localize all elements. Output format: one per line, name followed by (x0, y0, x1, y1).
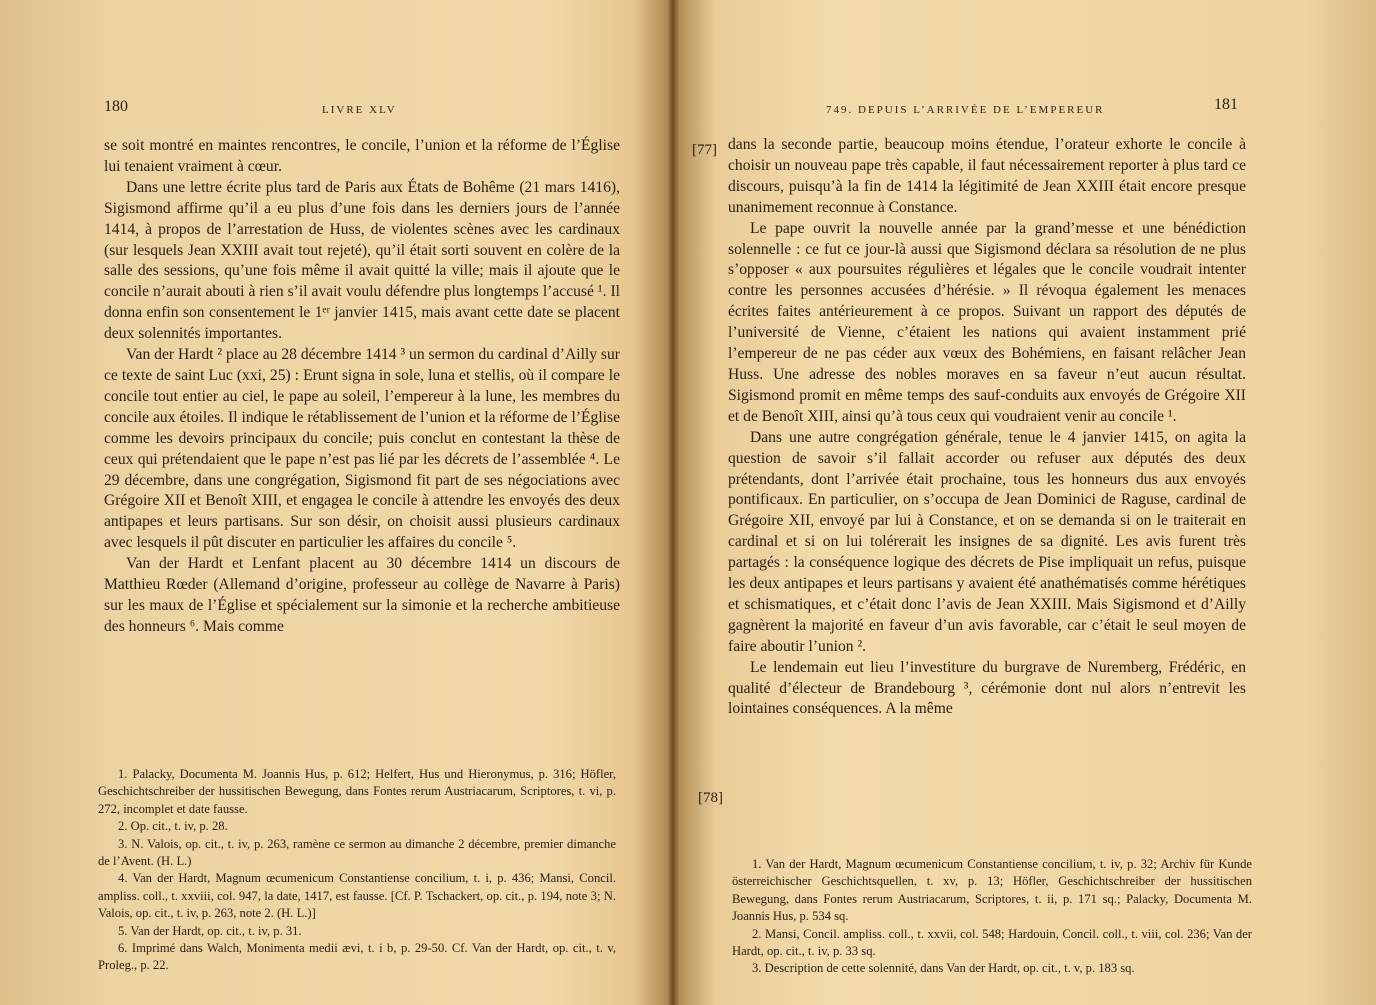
margin-reference: [77] (692, 142, 717, 158)
footnote: 3. N. Valois, op. cit., t. iv, p. 263, ramène ce sermon au dimanche 2 décembre, premier dimanche de l’Avent. (H. L.) (98, 836, 616, 869)
paragraph: se soit montré en maintes rencontres, le concile, l’union et la réforme de l’Église lui tenaient vraiment à cœur. (104, 137, 620, 175)
footnote: 1. Palacky, Documenta M. Joannis Hus, p. 612; Helfert, Hus und Hieronymus, p. 316; Höfler, Geschichtschreiber der hussitischen Bewegung, dans Fontes rerum Austriacarum, Scriptores, t. vi, p. 272, incomplet et date fausse. (98, 767, 616, 816)
footnote: 2. Op. cit., t. iv, p. 28. (118, 819, 228, 834)
footnote: 1. Van der Hardt, Magnum œcumenicum Constantiense concilium, t. iv, p. 32; Archiv für Kunde österreichischer Geschichtsquellen, t. xv, p. 13; Höfler, Geschichtschreiber der hussitischen Bewegung, dans Fontes rerum Austriacarum, Scriptores, t. ii, p. 171 sq.; Palacky, Documenta M. Joannis Hus, p. 534 sq. (732, 857, 1252, 924)
paragraph: Dans une lettre écrite plus tard de Paris aux États de Bohême (21 mars 1416), Sigismond affirme qu’il a eu plus d’une fois dans les derniers jours de l’année 1414, à propos de l’arrestation de Huss, de violentes scènes avec les cardinaux (sur lesquels Jean XXIII avait tout rejeté), qu’il était sorti souvent en colère de la salle des sessions, qu’une fois même il avait quitté la ville; mais il ajoute que le concile n’aurait abouti à rien s’il avait voulu défendre plus longtemps l’accusé ¹. Il donna enfin son consentement le 1ᵉʳ janvier 1415, mais avant cette date se placent deux solennités importantes. (104, 178, 620, 343)
footnotes (98, 766, 616, 975)
margin-reference: [78] (698, 790, 723, 806)
paragraph: Van der Hardt et Lenfant placent au 30 décembre 1414 un discours de Matthieu Rœder (Allemand d’origine, professeur au collège de Navarre à Paris) sur les maux de l’Église et spécialement sur la simonie et la recherche ambitieuse des honneurs ⁶. Mais comme (104, 555, 620, 635)
left-page (0, 0, 664, 1005)
page-number: 181 (1214, 96, 1238, 113)
running-head: 749. DEPUIS L’ARRIVÉE DE L’EMPEREUR (826, 104, 1105, 116)
footnote: 5. Van der Hardt, op. cit., t. iv, p. 31. (118, 923, 302, 938)
footnotes (732, 856, 1252, 978)
running-head: LIVRE XLV (322, 104, 397, 116)
paragraph: Le pape ouvrit la nouvelle année par la grand’messe et une bénédiction solennelle : ce fut ce jour-là aussi que Sigismond déclara sa résolution de ne plus s’opposer « aux poursuites régulières et légales que le concile voudrait intenter contre les personnes accusées d’hérésie. » Il révoqua également les menaces écrites faites antérieurement à ce propos. Suivant un rapport des députés de l’université de Vienne, c’étaient les nations qui avaient instamment prié l’empereur de ne pas céder aux vœux des Bohémiens, en faisant relâcher Jean Huss. Une adresse des nobles moraves en sa faveur n’eut aucun résultat. Sigismond promit en même temps des sauf-conduits aux envoyés de Grégoire XII et de Benoît XIII, ainsi qu’à tous ceux qui voudraient venir au concile ¹. (728, 219, 1246, 425)
paragraph: Dans une autre congrégation générale, tenue le 4 janvier 1415, on agita la question de savoir s’il fallait accorder ou refuser aux députés des deux prétendants, dont l’arrivée était prochaine, tous les honneurs dus aux envoyés pontificaux. En particulier, on s’occupa de Jean Dominici de Raguse, cardinal de Grégoire XII, envoyé par lui à Constance, et on se demanda si on le traiterait en cardinal et si on lui tolérerait les insignes de sa dignité. Les avis furent très partagés : la conséquence logique des décrets de Pise impliquait un refus, puisque les deux antipapes et leurs partisans y avaient été anathématisés comme hérétiques et schismatiques, et c’était donc l’avis de Jean XXIII. Mais Sigismond et d’Ailly gagnèrent la majorité en faveur d’un avis favorable, car c’était le seul moyen de faire aboutir l’union ². (728, 428, 1246, 655)
page-number: 180 (104, 98, 128, 115)
footnote: 2. Mansi, Concil. ampliss. coll., t. xxvii, col. 548; Hardouin, Concil. coll., t. viii, col. 236; Van der Hardt, op. cit., t. iv, p. 33 sq. (732, 926, 1252, 959)
footnote: 3. Description de cette solennité, dans Van der Hardt, op. cit., t. v, p. 183 sq. (752, 961, 1135, 976)
paragraph: dans la seconde partie, beaucoup moins étendue, l’orateur exhorte le concile à choisir un nouveau pape très capable, il faut nécessairement reporter à plus tard ce discours, puisqu’à la fin de 1414 la légitimité de Jean XXIII était encore presque unanimement reconnue à Constance. (728, 136, 1246, 216)
paragraph: Le lendemain eut lieu l’investiture du burgrave de Nuremberg, Frédéric, en qualité d’électeur de Brandebourg ³, cérémonie dont nul alors n’entrevit les lointaines conséquences. A la même (728, 658, 1246, 718)
body-text (728, 135, 1246, 720)
right-page (672, 0, 1376, 1005)
footnote: 6. Imprimé dans Walch, Monimenta medii ævi, t. i b, p. 29-50. Cf. Van der Hardt, op. cit., t. v, Proleg., p. 22. (98, 941, 616, 973)
paragraph: Van der Hardt ² place au 28 décembre 1414 ³ un sermon du cardinal d’Ailly sur ce texte de saint Luc (xxi, 25) : Erunt signa in sole, luna et stellis, où il compare le concile tout entier au ciel, le pape au soleil, l’empereur à la lune, les membres du concile aux étoiles. Il indique le rétablissement de l’union et la réforme de l’Église comme les devoirs principaux du concile; puis conclut en contestant la thèse de ceux qui prétendaient que le pape n’est pas lié par les décrets de l’assemblée ⁴. Le 29 décembre, dans une congrégation, Sigismond fit part de ses négociations avec Grégoire XII et Benoît XIII, et engagea le concile à attendre les envoyés des deux antipapes et leurs partisans. Sur son désir, on choisit aussi plusieurs cardinaux avec lesquels il pût discuter en particulier les affaires du concile ⁵. (104, 346, 620, 552)
body-text (104, 136, 620, 638)
footnote: 4. Van der Hardt, Magnum œcumenicum Constantiense concilium, t. i, p. 436; Mansi, Concil. ampliss. coll., t. xxviii, col. 947, la date, 1417, est fausse. [Cf. P. Tschackert, op. cit., p. 194, note 3; N. Valois, op. cit., t. iv, p. 263, note 2. (H. L.)] (98, 871, 616, 921)
